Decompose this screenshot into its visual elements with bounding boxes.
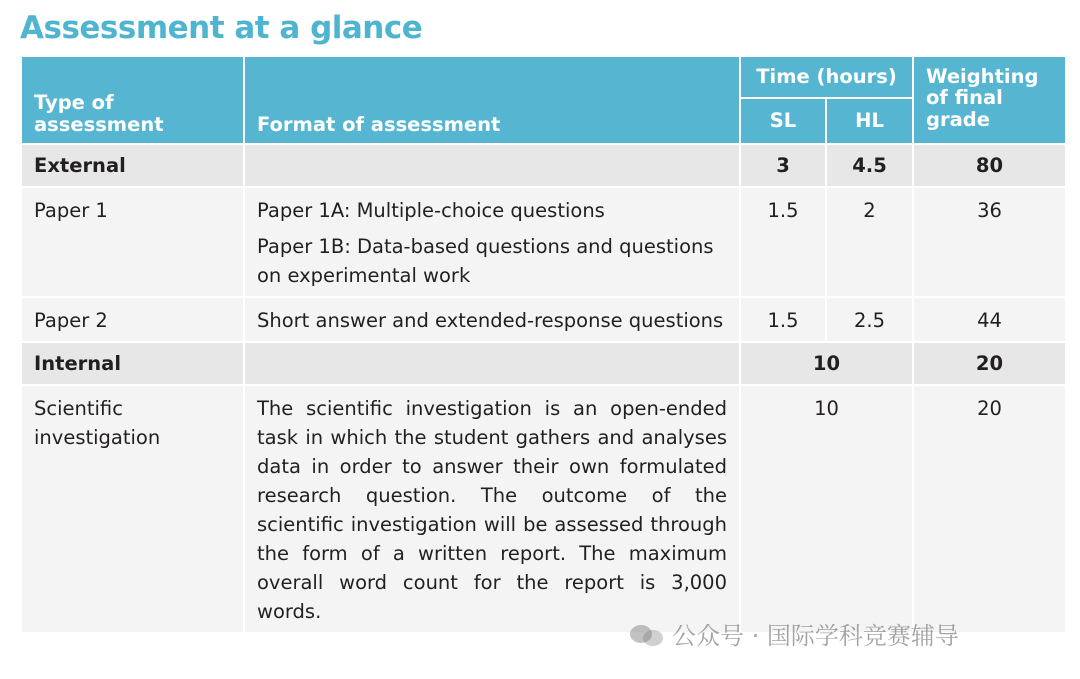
scientific-time: 10 [740, 385, 913, 633]
external-weight: 80 [913, 144, 1066, 187]
paper2-sl: 1.5 [740, 297, 826, 342]
external-hl: 4.5 [826, 144, 913, 187]
internal-weight: 20 [913, 342, 1066, 385]
paper1-sl: 1.5 [740, 187, 826, 297]
paper1-type: Paper 1 [21, 187, 244, 297]
header-sl: SL [740, 98, 826, 144]
header-format-of-assessment: Format of assessment [244, 56, 740, 144]
table-row-internal [21, 342, 1066, 385]
watermark [630, 616, 959, 651]
paper2-type: Paper 2 [21, 297, 244, 342]
external-format-empty [244, 144, 740, 187]
table-row-paper-2 [21, 297, 1066, 342]
table-row-scientific-investigation [21, 385, 1066, 633]
scientific-type: Scientific investigation [21, 385, 244, 633]
paper2-hl: 2.5 [826, 297, 913, 342]
header-time-hours: Time (hours) [740, 56, 913, 98]
paper2-format: Short answer and extended-response questions [244, 297, 740, 342]
wechat-logo-icon [630, 623, 664, 649]
paper1-hl: 2 [826, 187, 913, 297]
assessment-table [20, 55, 1067, 634]
scientific-weight: 20 [913, 385, 1066, 633]
header-type-of-assessment: Type of assessment [21, 56, 244, 144]
internal-format-empty [244, 342, 740, 385]
paper1-weight: 36 [913, 187, 1066, 297]
scientific-format: The scientific investigation is an open-ended task in which the student gathers and analyses data in order to answer their own formulated research question. The outcome of the scientific investigation will be assessed through the form of a written report. The maximum overall word count for the report is 3,000 words. [244, 385, 740, 633]
external-label: External [21, 144, 244, 187]
paper1-format [244, 187, 740, 297]
table-header [21, 56, 1066, 144]
external-sl: 3 [740, 144, 826, 187]
watermark-text: 公众号 · 国际学科竞赛辅导 [672, 622, 959, 650]
paper1b-format: Paper 1B: Data-based questions and questions on experimental work [257, 235, 714, 287]
internal-time: 10 [740, 342, 913, 385]
header-hl: HL [826, 98, 913, 144]
table-row-external [21, 144, 1066, 187]
paper2-weight: 44 [913, 297, 1066, 342]
internal-label: Internal [21, 342, 244, 385]
paper1a-format: Paper 1A: Multiple-choice questions [257, 199, 605, 222]
header-weighting: Weighting of final grade [913, 56, 1066, 144]
page-title: Assessment at a glance [20, 10, 423, 46]
table-row-paper-1 [21, 187, 1066, 297]
